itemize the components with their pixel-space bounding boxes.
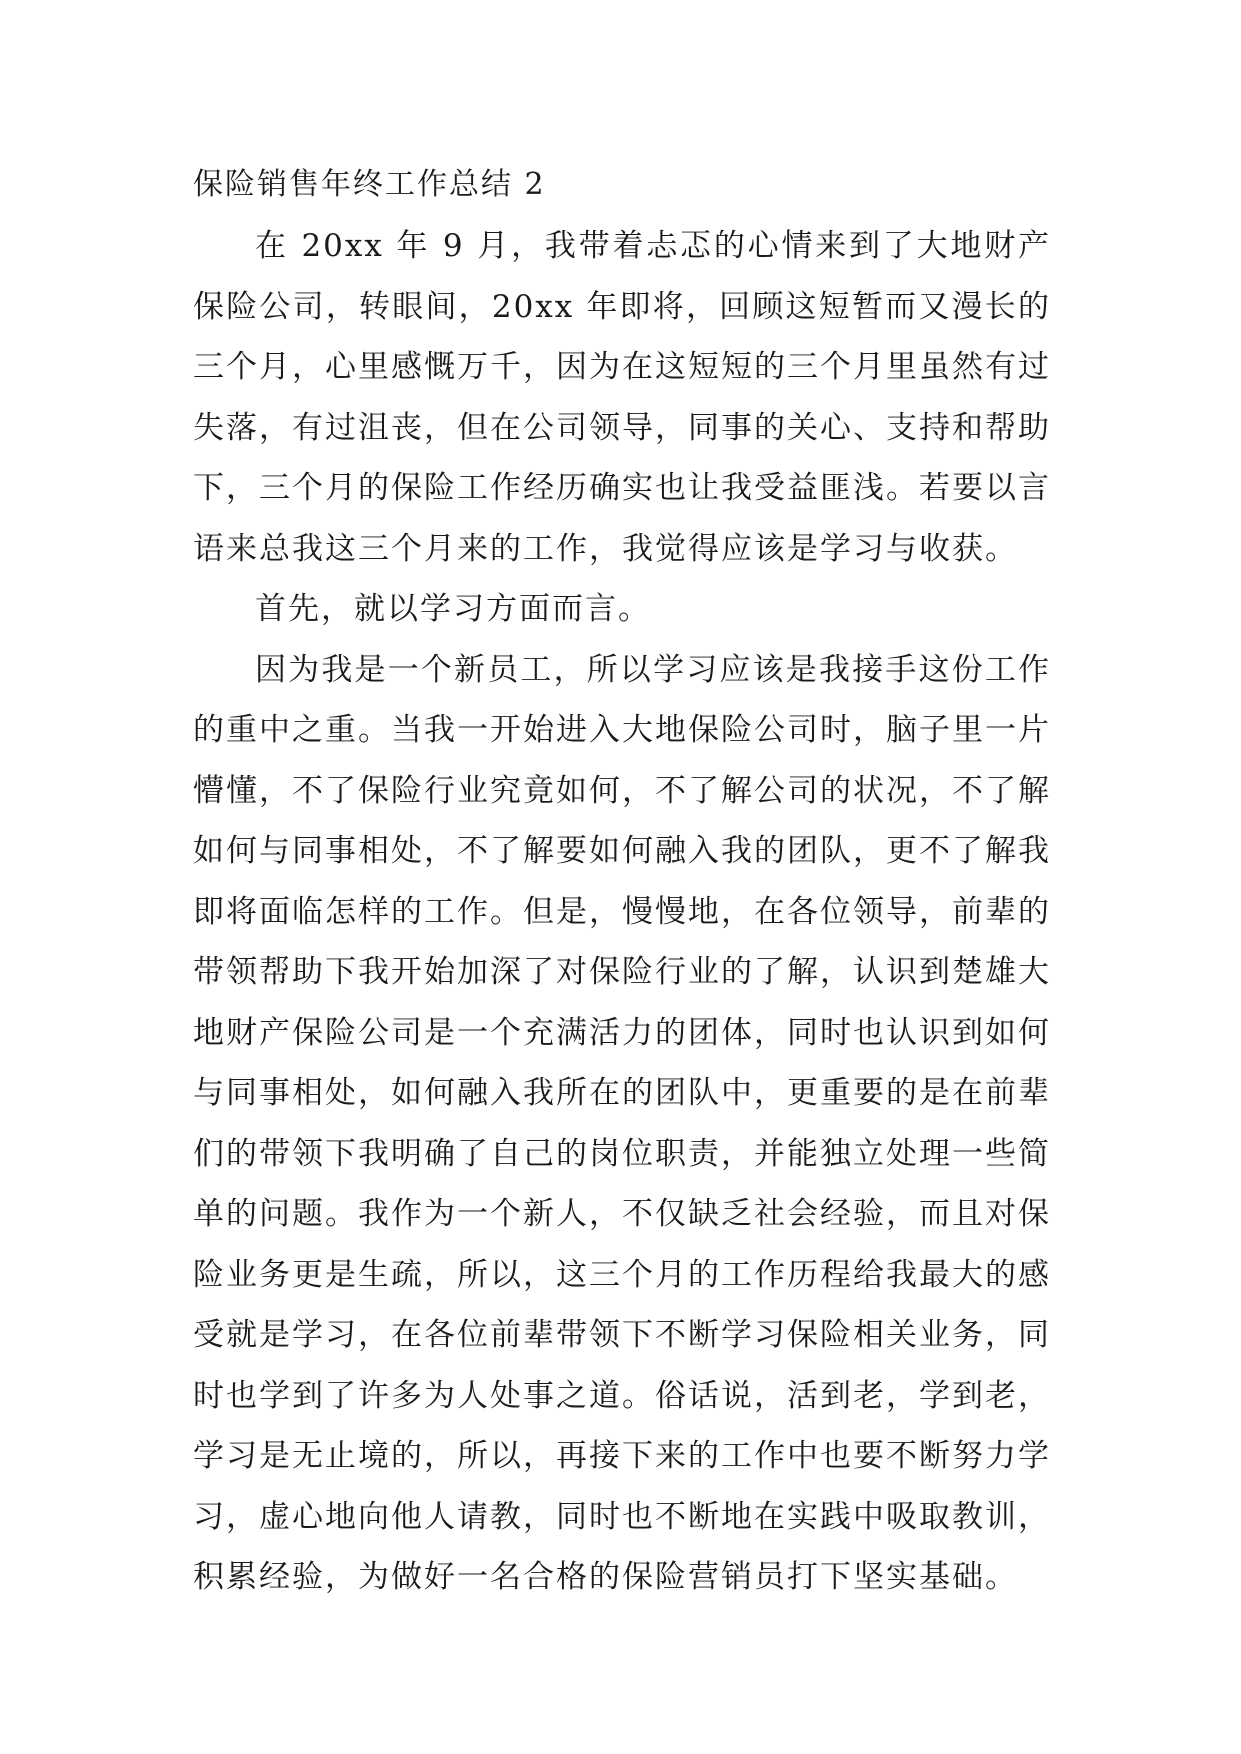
paragraph-learning-heading: 首先，就以学习方面而言。 (255, 591, 651, 627)
document-title: 保险销售年终工作总结 2 (193, 167, 546, 202)
paragraph-intro: 在 20xx 年 9 月，我带着忐忑的心情来到了大地财产保险公司，转眼间，20xx 年即将，回顾这短暂而又漫长的三个月，心里感慨万千，因为在这短短的三个月里虽然有过失落，有过沮丧，但在公司领导，同事的关心、支持和帮助下，三个月的保险工作经历确实也让我受益匪浅。若要以言语来总我这三个月来的工作，我觉得应该是学习与收获。 (193, 228, 1051, 567)
paragraph-learning-body: 因为我是一个新员工，所以学习应该是我接手这份工作的重中之重。当我一开始进入大地保险公司时，脑子里一片懵懂，不了保险行业究竟如何，不了解公司的状况，不了解如何与同事相处，不了解要如何融入我的团队，更不了解我即将面临怎样的工作。但是，慢慢地，在各位领导，前辈的带领帮助下我开始加深了对保险行业的了解，认识到楚雄大地财产保险公司是一个充满活力的团体，同时也认识到如何与同事相处，如何融入我所在的团队中，更重要的是在前辈们的带领下我明确了自己的岗位职责，并能独立处理一些简单的问题。我作为一个新人，不仅缺乏社会经验，而且对保险业务更是生疏，所以，这三个月的工作历程给我最大的感受就是学习，在各位前辈带领下不断学习保险相关业务，同时也学到了许多为人处事之道。俗话说，活到老，学到老，学习是无止境的，所以，再接下来的工作中也要不断努力学习，虚心地向他人请教，同时也不断地在实践中吸取教训，积累经验，为做好一名合格的保险营销员打下坚实基础。 (193, 651, 1051, 1595)
document-body (193, 216, 1051, 1608)
